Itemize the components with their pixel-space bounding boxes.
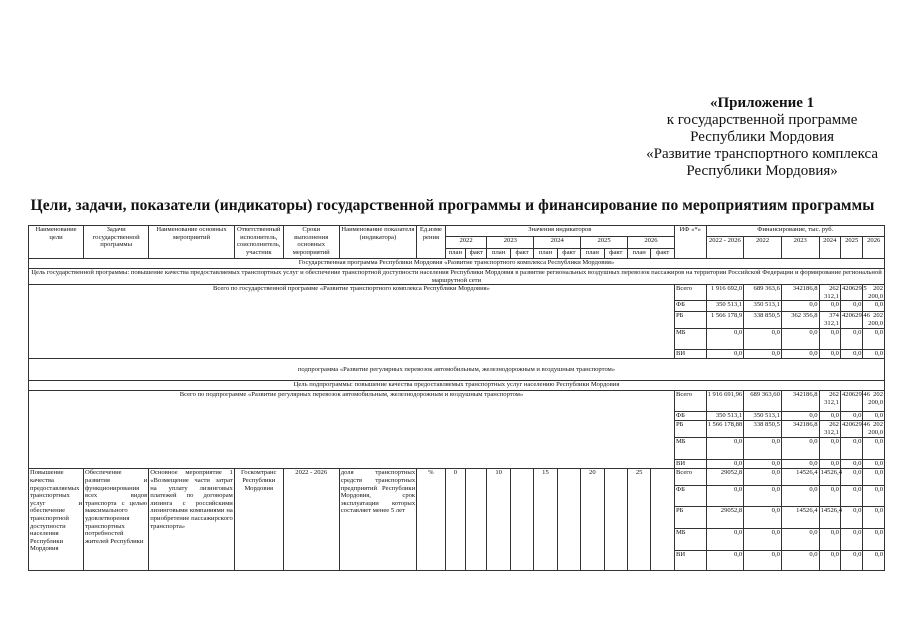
header-events: Наименование основных мероприятий — [149, 226, 235, 259]
detail-terms: 2022 - 2026 — [283, 469, 339, 571]
header-tasks: Задачи государственной программы — [84, 226, 149, 259]
year-header: 2026 — [627, 237, 674, 249]
fin-value: 0,0 — [863, 438, 885, 460]
fin-value: 0,0 — [840, 551, 862, 571]
header-indicator: Наименование показателя (индикатора) — [339, 226, 416, 259]
appendix-line: «Развитие транспортного комплекса — [646, 146, 878, 162]
fact-header: факт — [557, 249, 580, 259]
source-cell: МБ — [674, 529, 706, 551]
fin-value: 14526,4 — [781, 469, 819, 486]
header-responsible: Ответственный исполнитель, соисполнитель, участник — [234, 226, 283, 259]
appendix-number: «Приложение 1 — [709, 95, 815, 111]
indicator-value — [651, 469, 675, 571]
fin-value: 0,0 — [840, 350, 862, 359]
fin-value: 0,0 — [863, 551, 885, 571]
detail-event: Основное мероприятие 1 «Возмещение части затрат на уплату лизинговых платежей по договорам лизинга с российскими лизинговыми компаниями на приобретение пассажирского транспорта» — [149, 469, 235, 571]
subprogram-total-label: Всего по подпрограмме «Развитие регулярных перевозок автомобильным, железнодорожным и воздушным транспортом» — [29, 391, 675, 469]
fin-value: 202 200,0 — [863, 285, 885, 301]
fin-value: 338 850,5 — [744, 312, 782, 329]
indicator-value — [466, 469, 487, 571]
plan-header: план — [487, 249, 510, 259]
header-financing: Финансирование, тыс. руб. — [706, 226, 884, 237]
year-header: 2025 — [581, 237, 628, 249]
fact-header: факт — [466, 249, 487, 259]
fin-value: 0,0 — [863, 329, 885, 350]
fin-value: 1 566 178,88 — [706, 421, 744, 438]
fin-value: 0,0 — [863, 529, 885, 551]
fin-value: 0,0 — [706, 529, 744, 551]
fin-value: 0,0 — [744, 350, 782, 359]
fin-value: 0,0 — [819, 412, 840, 421]
source-cell: ФБ — [674, 486, 706, 507]
fin-value: 350 513,1 — [744, 301, 782, 312]
fin-value: 0,0 — [781, 412, 819, 421]
indicator-value: 0 — [445, 469, 465, 571]
fin-value: 374 312,1 — [819, 312, 840, 329]
header-goal: Наименование цели — [29, 226, 84, 259]
source-cell: МБ — [674, 329, 706, 350]
fin-year-header: 2024 — [819, 237, 840, 259]
fin-value: 0,0 — [819, 529, 840, 551]
fact-header: факт — [604, 249, 627, 259]
fin-value: 0,0 — [840, 301, 862, 312]
fin-value: 0,0 — [840, 529, 862, 551]
fin-value: 0,0 — [781, 438, 819, 460]
source-cell: РБ — [674, 507, 706, 529]
fin-value: 14526,4 — [819, 469, 840, 486]
detail-goal: Повышение качества предоставляемых транспортных услуг и обеспечение транспортной доступности населения Республики Мордовия — [29, 469, 84, 571]
fin-value: 0,0 — [819, 460, 840, 469]
fin-value: 0,0 — [706, 438, 744, 460]
fin-value: 0,0 — [781, 301, 819, 312]
fin-value: 262 312,1 — [819, 285, 840, 301]
appendix-line: Республики Мордовия» — [686, 163, 838, 179]
header-source: ИФ «*» — [674, 226, 706, 259]
fin-value: 0,0 — [863, 301, 885, 312]
fin-year-header: 2025 — [840, 237, 862, 259]
indicator-value: 15 — [534, 469, 557, 571]
fin-value: 0,0 — [840, 460, 862, 469]
program-table — [28, 225, 885, 571]
fin-value: 420629,46 — [840, 312, 862, 329]
appendix-line: к государственной программе — [666, 112, 858, 128]
fin-value: 0,0 — [863, 350, 885, 359]
program-goal-row: Цель государственной программы: повышение качества предоставляемых транспортных услуг и обеспечение транспортной доступности населения Республики Мордовия в развитие региональных воздушных перевозок пассажиров на территории Российской Федерации и формирование региональной маршрутной сети — [29, 269, 885, 285]
source-cell: ВИ — [674, 350, 706, 359]
indicator-value — [557, 469, 580, 571]
source-cell: МБ — [674, 438, 706, 460]
fin-value: 29052,8 — [706, 507, 744, 529]
fin-value: 0,0 — [819, 438, 840, 460]
fin-value: 0,0 — [863, 412, 885, 421]
fin-value: 0,0 — [863, 460, 885, 469]
fin-value: 0,0 — [840, 507, 862, 529]
fin-value: 0,0 — [781, 551, 819, 571]
fin-value: 0,0 — [863, 507, 885, 529]
appendix-header — [646, 95, 878, 180]
fin-value: 0,0 — [744, 551, 782, 571]
subprogram-title-row: подпрограмма «Развитие регулярных перевозок автомобильным, железнодорожным и воздушным транспортом» — [29, 359, 885, 381]
fin-value: 420629,46 — [840, 421, 862, 438]
fin-value: 262 312,1 — [819, 421, 840, 438]
fact-header: факт — [651, 249, 675, 259]
fin-value: 0,0 — [819, 551, 840, 571]
fin-value: 0,0 — [781, 529, 819, 551]
fact-header: факт — [510, 249, 533, 259]
fin-value: 0,0 — [744, 438, 782, 460]
fin-value: 420629,46 — [840, 391, 862, 412]
fin-value: 0,0 — [840, 486, 862, 507]
header-unit: Ед.изме рения — [417, 226, 446, 259]
fin-value: 0,0 — [706, 329, 744, 350]
fin-value: 0,0 — [781, 350, 819, 359]
program-title-row: Государственная программа Республики Мордовия «Развитие транспортного комплекса Республики Мордовия» — [29, 259, 885, 269]
plan-header: план — [581, 249, 604, 259]
source-cell: Всего — [674, 469, 706, 486]
fin-value: 0,0 — [819, 486, 840, 507]
fin-value: 342186,8 — [781, 421, 819, 438]
source-cell: ВИ — [674, 551, 706, 571]
document-title: Цели, задачи, показатели (индикаторы) государственной программы и финансирование по мероприятиям программы — [30, 197, 875, 214]
subprogram-goal-row: Цель подпрограммы: повышение качества предоставляемых транспортных услуг населению Республики Мордовия — [29, 381, 885, 391]
fin-value: 0,0 — [863, 469, 885, 486]
indicator-value: 20 — [581, 469, 604, 571]
fin-value: 0,0 — [706, 350, 744, 359]
source-cell: ФБ — [674, 412, 706, 421]
fin-value: 0,0 — [744, 486, 782, 507]
header-terms: Сроки выполнения основных мероприятий — [283, 226, 339, 259]
fin-value: 689 363,6 — [744, 285, 782, 301]
indicator-value — [604, 469, 627, 571]
fin-value: 14526,4 — [781, 507, 819, 529]
indicator-value — [510, 469, 533, 571]
detail-task: Обеспечение развития и функционирования всех видов транспорта с целью максимального удовлетворения транспортных потребностей жителей Республики — [84, 469, 149, 571]
fin-value: 350 513,1 — [706, 301, 744, 312]
source-cell: Всего — [674, 285, 706, 301]
indicator-value: 25 — [627, 469, 650, 571]
source-cell: РБ — [674, 421, 706, 438]
source-cell: Всего — [674, 391, 706, 412]
fin-value: 0,0 — [744, 529, 782, 551]
detail-responsible: Госкомтранс Республики Мордовия — [234, 469, 283, 571]
fin-value: 202 200,0 — [863, 391, 885, 412]
fin-year-header: 2023 — [781, 237, 819, 259]
fin-value: 342186,8 — [781, 391, 819, 412]
fin-value: 0,0 — [781, 460, 819, 469]
fin-value: 202 200,0 — [863, 421, 885, 438]
fin-value: 262 312,1 — [819, 391, 840, 412]
fin-value: 420629,5 — [840, 285, 862, 301]
fin-value: 0,0 — [744, 329, 782, 350]
fin-value: 0,0 — [819, 329, 840, 350]
program-total-label: Всего по государственной программе «Развитие транспортного комплекса Республики Мордовия» — [29, 285, 675, 359]
fin-value: 1 916 691,96 — [706, 391, 744, 412]
fin-value: 29052,8 — [706, 469, 744, 486]
detail-indicator: доля транспортных средств транспортных предприятий Республики Мордовия, срок эксплуатации которых составляет менее 5 лет — [339, 469, 416, 571]
source-cell: ВИ — [674, 460, 706, 469]
detail-unit: % — [417, 469, 446, 571]
fin-value: 338 850,5 — [744, 421, 782, 438]
fin-year-header: 2022 — [744, 237, 782, 259]
fin-value: 342186,8 — [781, 285, 819, 301]
year-header: 2023 — [487, 237, 534, 249]
plan-header: план — [627, 249, 650, 259]
year-header: 2022 — [445, 237, 487, 249]
fin-value: 0,0 — [840, 438, 862, 460]
fin-value: 0,0 — [819, 350, 840, 359]
fin-value: 0,0 — [781, 486, 819, 507]
fin-value: 0,0 — [744, 460, 782, 469]
fin-value: 362 356,8 — [781, 312, 819, 329]
fin-year-header: 2026 — [863, 237, 885, 259]
header-indicator-values: Значения индикаторов — [445, 226, 674, 237]
fin-value: 0,0 — [840, 412, 862, 421]
fin-value: 0,0 — [840, 329, 862, 350]
fin-value: 202 200,0 — [863, 312, 885, 329]
fin-value: 0,0 — [819, 301, 840, 312]
fin-value: 0,0 — [781, 329, 819, 350]
fin-value: 0,0 — [744, 469, 782, 486]
fin-value: 14526,4 — [819, 507, 840, 529]
fin-value: 0,0 — [744, 507, 782, 529]
fin-period-header: 2022 - 2026 — [706, 237, 744, 259]
fin-value: 350 513,1 — [706, 412, 744, 421]
fin-value: 1 916 692,0 — [706, 285, 744, 301]
appendix-line: Республики Мордовия — [690, 129, 835, 145]
fin-value: 0,0 — [706, 460, 744, 469]
year-header: 2024 — [534, 237, 581, 249]
plan-header: план — [534, 249, 557, 259]
fin-value: 0,0 — [840, 469, 862, 486]
fin-value: 350 513,1 — [744, 412, 782, 421]
plan-header: план — [445, 249, 465, 259]
fin-value: 689 363,60 — [744, 391, 782, 412]
source-cell: РБ — [674, 312, 706, 329]
fin-value: 0,0 — [863, 486, 885, 507]
fin-value: 0,0 — [706, 551, 744, 571]
fin-value: 1 566 178,9 — [706, 312, 744, 329]
fin-value: 0,0 — [706, 486, 744, 507]
indicator-value: 10 — [487, 469, 510, 571]
source-cell: ФБ — [674, 301, 706, 312]
